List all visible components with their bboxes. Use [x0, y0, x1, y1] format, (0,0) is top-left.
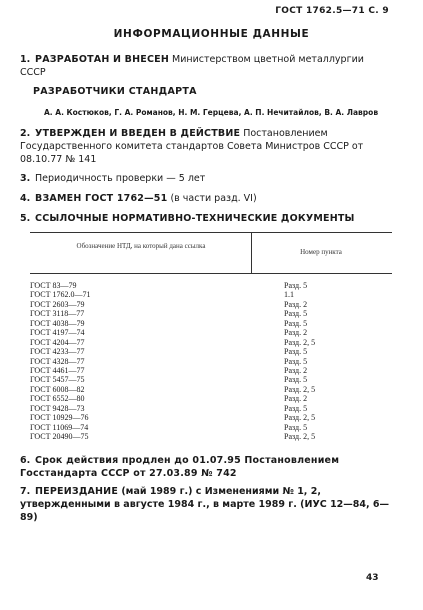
row-document: ГОСТ 5457—75: [30, 375, 85, 385]
table-body: [30, 281, 392, 441]
row-section: 1.1: [284, 290, 294, 300]
row-section: Разд. 2: [284, 394, 308, 404]
item-lead: ВЗАМЕН ГОСТ 1762—51: [35, 193, 168, 204]
table-row: [30, 423, 392, 432]
item-text: Срок действия продлен до 01.07.95 Постановлением Госстандарта СССР от 27.03.89 № 742: [20, 455, 340, 479]
row-section: Разд. 2, 5: [284, 337, 316, 347]
row-document: ГОСТ 6552—80: [30, 394, 85, 404]
item-number: 1.: [20, 54, 31, 65]
item-text: (май 1989 г.) с Изменениями № 1, 2, утвержденными в августе 1984 г., в марте 1989 г. (ИУС 12—84, 6—89): [20, 486, 390, 523]
item-5: [20, 212, 392, 225]
row-document: ГОСТ 83—79: [30, 281, 77, 290]
row-document: ГОСТ 4204—77: [30, 337, 85, 347]
item-number: 4.: [20, 193, 31, 204]
row-section: Разд. 2: [284, 328, 308, 338]
table-row: [30, 309, 392, 318]
table-row: [30, 347, 392, 356]
row-document: ГОСТ 4233—77: [30, 347, 85, 357]
item-1: [20, 53, 392, 79]
item-2: [20, 127, 392, 166]
row-section: Разд. 5: [284, 318, 308, 328]
item-number: 5.: [20, 213, 31, 224]
item-text: Периодичность проверки — 5 лет: [35, 173, 206, 184]
table-header-document: Обозначение НТД, на который дана ссылка: [76, 242, 206, 250]
item-number: 2.: [20, 128, 31, 139]
item-number: 7.: [20, 486, 31, 497]
row-section: Разд. 2, 5: [284, 413, 316, 423]
developers-heading: РАЗРАБОТЧИКИ СТАНДАРТА: [33, 86, 197, 97]
row-section: Разд. 5: [284, 347, 308, 357]
reference-table: [30, 232, 392, 451]
table-row: [30, 300, 392, 309]
row-section: Разд. 2: [284, 299, 308, 309]
row-document: ГОСТ 4038—79: [30, 318, 85, 328]
table-row: [30, 290, 392, 299]
row-section: Разд. 2, 5: [284, 384, 316, 394]
row-document: ГОСТ 6008—82: [30, 384, 85, 394]
item-text: (в части разд. VI): [167, 193, 257, 204]
row-document: ГОСТ 9428—73: [30, 403, 85, 413]
table-row: [30, 432, 392, 441]
item-number: 3.: [20, 173, 31, 184]
table-row: [30, 328, 392, 337]
row-document: ГОСТ 2603—79: [30, 299, 85, 309]
table-row: [30, 413, 392, 422]
item-lead: УТВЕРЖДЕН И ВВЕДЕН В ДЕЙСТВИЕ: [35, 128, 241, 139]
item-6: [20, 454, 392, 480]
table-header-clause: Номер пункта: [300, 248, 342, 256]
row-section: Разд. 5: [284, 375, 308, 385]
row-section: Разд. 5: [284, 309, 308, 319]
row-section: Разд. 5: [284, 281, 308, 290]
table-row: [30, 394, 392, 403]
table-row: [30, 281, 392, 290]
table-row: [30, 404, 392, 413]
item-number: 6.: [20, 455, 31, 466]
row-section: Разд. 5: [284, 422, 308, 432]
item-4: [20, 192, 392, 205]
page-number: 43: [366, 573, 379, 583]
page-header: ГОСТ 1762.5—71 С. 9: [275, 6, 389, 16]
row-section: Разд. 5: [284, 403, 308, 413]
table-row: [30, 385, 392, 394]
item-text: Министерством цветной металлургии СССР: [20, 54, 364, 78]
row-section: Разд. 2, 5: [284, 432, 316, 441]
item-3: [20, 172, 392, 185]
row-document: ГОСТ 4197—74: [30, 328, 85, 338]
table-row: [30, 338, 392, 347]
developers-names: А. А. Костюков, Г. А. Романов, Н. М. Герцева, А. П. Нечитайлов, В. А. Лавров: [44, 108, 379, 117]
row-section: Разд. 5: [284, 356, 308, 366]
table-header-rule: [30, 273, 392, 274]
table-row: [30, 357, 392, 366]
row-document: ГОСТ 3118—77: [30, 309, 85, 319]
row-section: Разд. 2: [284, 365, 308, 375]
row-document: ГОСТ 4328—77: [30, 356, 85, 366]
row-document: ГОСТ 4461—77: [30, 365, 85, 375]
row-document: ГОСТ 11069—74: [30, 422, 89, 432]
table-row: [30, 319, 392, 328]
item-7: [20, 485, 392, 524]
table-header-divider: [251, 233, 252, 273]
item-lead: ПЕРЕИЗДАНИЕ: [35, 486, 119, 497]
item-lead: ССЫЛОЧНЫЕ НОРМАТИВНО-ТЕХНИЧЕСКИЕ ДОКУМЕНТЫ: [35, 213, 355, 224]
item-text: Постановлением Государственного комитета стандартов Совета Министров СССР от 08.10.77 № 141: [20, 128, 364, 165]
row-document: ГОСТ 10929—76: [30, 413, 89, 423]
table-row: [30, 375, 392, 384]
table-row: [30, 366, 392, 375]
row-document: ГОСТ 1762.0—71: [30, 290, 91, 300]
row-document: ГОСТ 20490—75: [30, 432, 89, 441]
page-title: ИНФОРМАЦИОННЫЕ ДАННЫЕ: [113, 28, 310, 40]
item-lead: РАЗРАБОТАН И ВНЕСЕН: [35, 54, 169, 65]
